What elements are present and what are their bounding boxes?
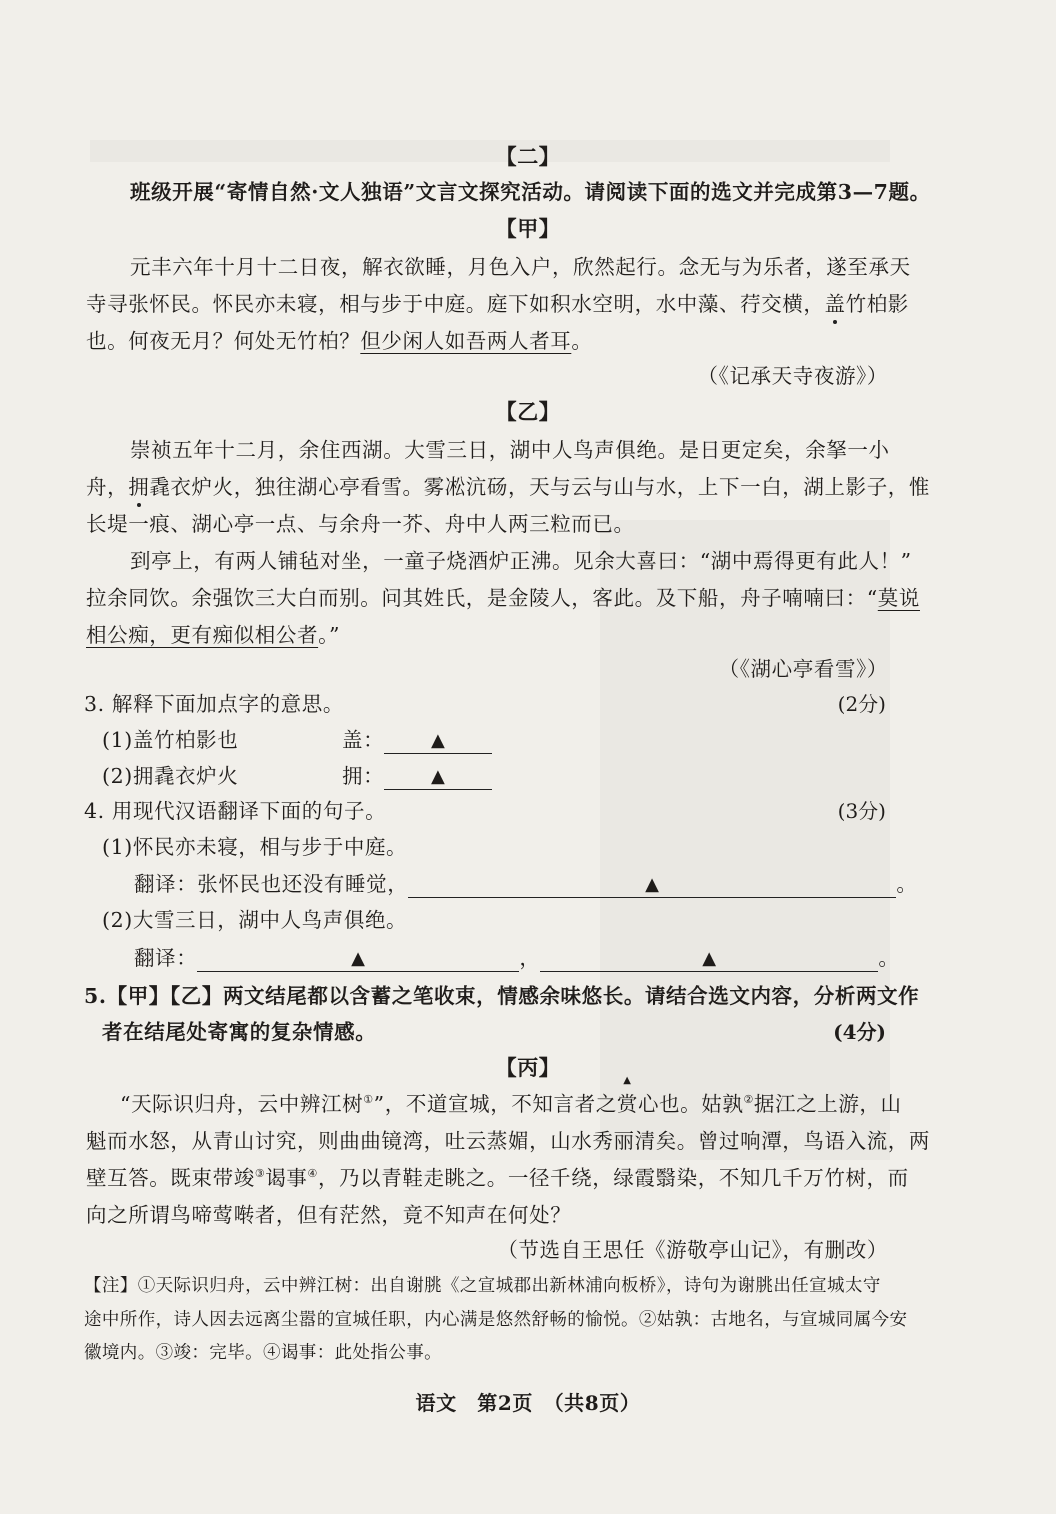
passage-b-line: 到亭上，有两人铺毡对坐，一童子烧酒炉正沸。见余大喜曰：“湖中焉得更有此人！” bbox=[130, 549, 912, 573]
passage-a-source: （《记承天寺夜游》） bbox=[697, 364, 888, 388]
dotted-char: 拥 bbox=[128, 475, 150, 499]
passage-b-line: 长堤一痕、湖心亭一点、与余舟一芥、舟中人两三粒而已。 bbox=[86, 512, 635, 536]
passage-c-line: 魁而水怒，从青山讨究，则曲曲镜湾，吐云蒸媚，山水秀丽清矣。曾过响潭，鸟语入流，两 bbox=[86, 1129, 930, 1153]
passage-b-label: 【乙】 bbox=[495, 399, 561, 424]
passage-c-line: 壁互答。既束带竣③谒事④，乃以青鞋走眺之。一径千绕，绿霞翳染，不知几千万竹树，而 bbox=[86, 1166, 909, 1190]
passage-b-line: 相公痴，更有痴似相公者。” bbox=[86, 623, 341, 647]
triangle-icon: ▲ bbox=[430, 766, 446, 787]
question-5-stem: 者在结尾处寄寓的复杂情感。 bbox=[102, 1020, 377, 1044]
passage-a-line: 元丰六年十月十二日夜，解衣欲睡，月色入户，欣然起行。念无与为乐者，遂至承天 bbox=[130, 255, 911, 279]
question-4-points: (3分) bbox=[837, 799, 886, 823]
footnote-line: 途中所作，诗人因去远离尘嚣的宣城任职，内心满是悠然舒畅的愉悦。②姑孰：古地名，与宣城同属今安 bbox=[84, 1310, 908, 1330]
passage-a-line: 寺寻张怀民。怀民亦未寝，相与步于中庭。庭下如积水空明，水中藻、荇交横，盖竹柏影 bbox=[86, 292, 909, 316]
translation-row: 翻译： ▲ ， ▲ 。 bbox=[134, 946, 900, 970]
footnote-line: 徽境内。③竣：完毕。④谒事：此处指公事。 bbox=[84, 1343, 442, 1363]
question-3-points: (2分) bbox=[837, 692, 886, 716]
triangle-icon: ▲ bbox=[645, 874, 660, 895]
question-3-stem: 3. 解释下面加点字的意思。 bbox=[84, 692, 344, 716]
answer-blank[interactable] bbox=[408, 873, 896, 898]
passage-a-line: 也。何夜无月？何处无竹柏？但少闲人如吾两人者耳。 bbox=[86, 329, 593, 353]
dotted-char: ▲ 赏 bbox=[617, 1090, 638, 1118]
answer-row bbox=[342, 726, 492, 754]
triangle-icon: ▲ bbox=[430, 730, 446, 751]
passage-c-line: 向之所谓鸟啼莺啭者，但有茫然，竟不知声在何处？ bbox=[86, 1203, 572, 1227]
question-5-stem: 5.【甲】【乙】两文结尾都以含蓄之笔收束，情感余味悠长。请结合选文内容，分析两文作 bbox=[84, 984, 920, 1008]
translation-row: 翻译：张怀民也还没有睡觉， ▲ 。 bbox=[134, 872, 918, 896]
page-footer: 语文 第2页 （共8页） bbox=[415, 1391, 641, 1415]
passage-a-label: 【甲】 bbox=[495, 216, 561, 241]
underlined-sentence: 但少闲人如吾两人者耳 bbox=[360, 329, 572, 353]
question-5-points: (4分) bbox=[833, 1020, 886, 1044]
passage-b-line: 舟，拥毳衣炉火，独往湖心亭看雪。雾凇沆砀，天与云与山与水，上下一白，湖上影子，惟 bbox=[86, 475, 931, 499]
passage-c-source: （节选自王思任《游敬亭山记》，有删改） bbox=[497, 1238, 888, 1262]
footnote-line: 【注】①天际识归舟，云中辨江树：出自谢朓《之宣城郡出新林浦向板桥》，诗句为谢朓出任宣城太守 bbox=[84, 1276, 881, 1296]
answer-blank[interactable] bbox=[384, 765, 492, 790]
answer-label: 拥： bbox=[342, 764, 385, 788]
answer-blank[interactable] bbox=[384, 729, 492, 754]
passage-c-label: 【丙】 bbox=[495, 1055, 561, 1080]
question-4-item: (2)大雪三日，湖中人鸟声俱绝。 bbox=[102, 908, 408, 932]
dotted-char: 盖 bbox=[824, 292, 846, 316]
answer-label: 盖： bbox=[342, 728, 385, 752]
section-label: 【二】 bbox=[495, 144, 561, 169]
question-3-item: (1)盖竹柏影也 bbox=[102, 728, 239, 752]
triangle-icon: ▲ bbox=[702, 948, 717, 969]
underlined-sentence: 相公痴，更有痴似相公者 bbox=[86, 623, 319, 647]
passage-b-source: （《湖心亭看雪》） bbox=[718, 657, 888, 681]
question-3-item: (2)拥毳衣炉火 bbox=[102, 764, 239, 788]
passage-c-line: “天际识归舟，云中辨江树①”，不道宣城，不知言者之▲ 赏心也。姑孰②据江之上游，山 bbox=[120, 1090, 902, 1118]
passage-b-line: 拉余同饮。余强饮三大白而别。问其姓氏，是金陵人，客此。及下船，舟子喃喃曰：“莫说 bbox=[86, 586, 920, 610]
answer-row bbox=[342, 762, 492, 790]
answer-blank[interactable] bbox=[197, 947, 519, 972]
question-4-item: (1)怀民亦未寝，相与步于中庭。 bbox=[102, 835, 408, 859]
underlined-sentence: 莫说 bbox=[877, 586, 920, 610]
answer-blank[interactable] bbox=[540, 947, 878, 972]
passage-b-line: 崇祯五年十二月，余住西湖。大雪三日，湖中人鸟声俱绝。是日更定矣，余拏一小 bbox=[130, 438, 890, 462]
question-4-stem: 4. 用现代汉语翻译下面的句子。 bbox=[84, 799, 387, 823]
triangle-icon: ▲ bbox=[351, 948, 366, 969]
intro-text: 班级开展“寄情自然·文人独语”文言文探究活动。请阅读下面的选文并完成第3—7题。 bbox=[130, 180, 931, 204]
